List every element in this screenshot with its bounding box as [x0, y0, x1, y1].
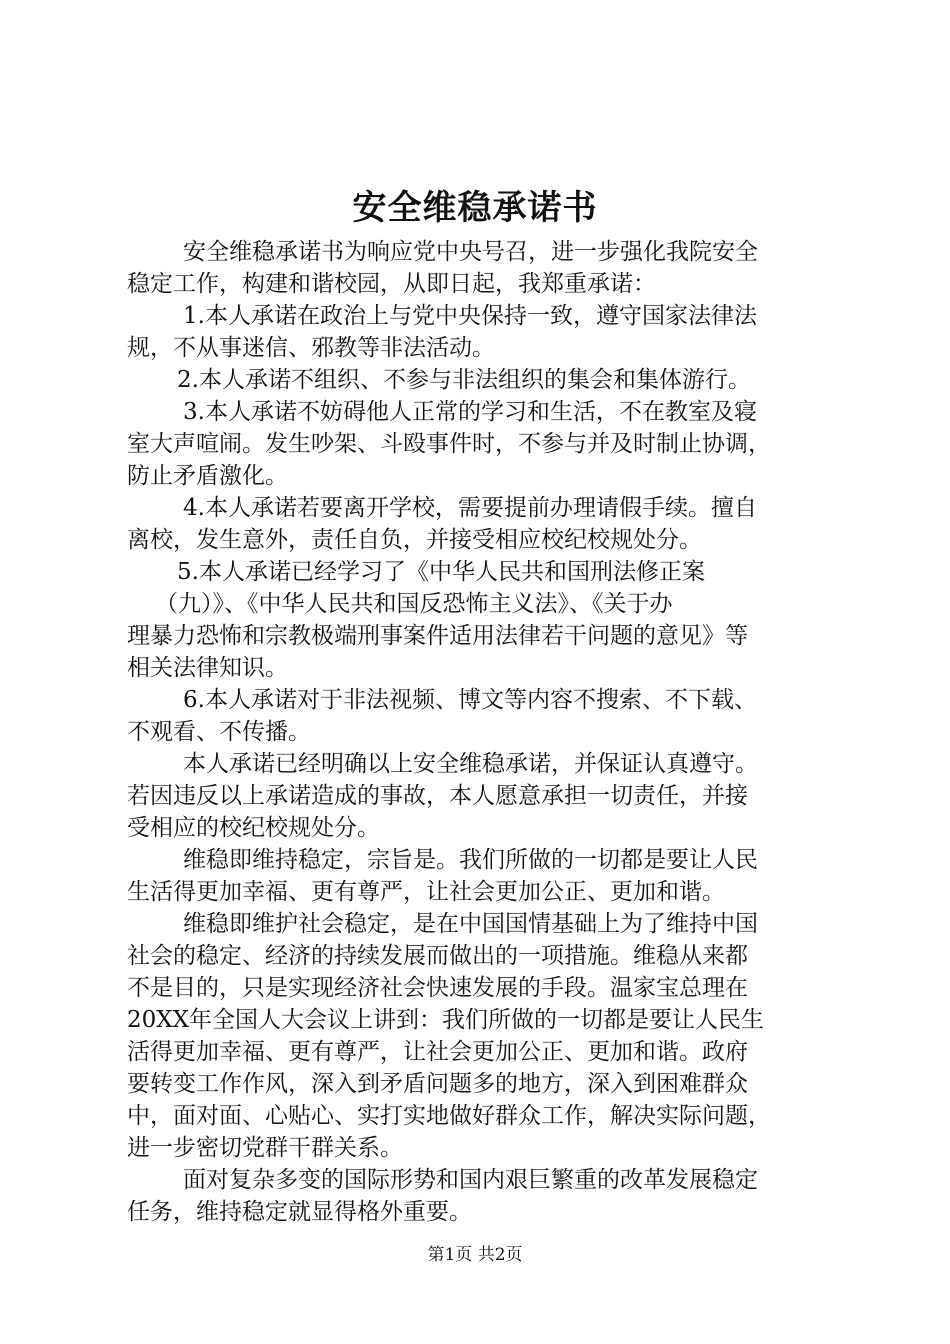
text-line: 进一步密切党群干群关系。	[127, 1135, 403, 1161]
document-body	[127, 236, 833, 1228]
text-line: 理暴力恐怖和宗教极端刑事案件适用法律若干问题的意见》等	[127, 623, 748, 649]
text-line: 不是目的，只是实现经济社会快速发展的手段。温家宝总理在	[127, 975, 748, 1001]
text-line: 6.本人承诺对于非法视频、博文等内容不搜索、不下载、	[183, 687, 757, 713]
text-line: 4.本人承诺若要离开学校，需要提前办理请假手续。擅自	[183, 495, 757, 521]
text-line: 稳定工作，构建和谐校园，从即日起，我郑重承诺：	[127, 271, 656, 297]
text-line: 不观看、不传播。	[127, 719, 311, 745]
text-line: 5.本人承诺已经学习了《中华人民共和国刑法修正案	[177, 559, 705, 585]
text-line: 中，面对面、心贴心、实打实地做好群众工作，解决实际问题，	[127, 1103, 771, 1129]
text-line: 3.本人承诺不妨碍他人正常的学习和生活，不在教室及寝	[183, 399, 757, 425]
page-footer: 第1页 共2页	[427, 1245, 523, 1265]
text-line: 本人承诺已经明确以上安全维稳承诺，并保证认真遵守。	[183, 751, 758, 777]
text-line: 面对复杂多变的国际形势和国内艰巨繁重的改革发展稳定	[183, 1167, 758, 1193]
text-line: 2.本人承诺不组织、不参与非法组织的集会和集体游行。	[177, 367, 751, 393]
text-line: 规，不从事迷信、邪教等非法活动。	[127, 335, 495, 361]
text-line: 安全维稳承诺书为响应党中央号召，进一步强化我院安全	[183, 239, 758, 265]
text-line: 要转变工作作风，深入到矛盾问题多的地方，深入到困难群众	[127, 1071, 748, 1097]
text-line: 离校，发生意外，责任自负，并接受相应校纪校规处分。	[127, 527, 702, 553]
text-line: 若因违反以上承诺造成的事故，本人愿意承担一切责任，并接	[127, 783, 748, 809]
text-line: 维稳即维持稳定，宗旨是。我们所做的一切都是要让人民	[183, 847, 758, 873]
text-line: 1.本人承诺在政治上与党中央保持一致，遵守国家法律法	[183, 303, 757, 329]
text-line: 活得更加幸福、更有尊严，让社会更加公正、更加和谐。政府	[127, 1039, 748, 1065]
text-line: 生活得更加幸福、更有尊严，让社会更加公正、更加和谐。	[127, 879, 725, 905]
text-line: 20XX年全国人大会议上讲到：我们所做的一切都是要让人民生	[127, 1007, 765, 1033]
text-line: 防止矛盾激化。	[127, 463, 288, 489]
text-line: 室大声喧闹。发生吵架、斗殴事件时，不参与并及时制止协调，	[127, 431, 771, 457]
text-line: 受相应的校纪校规处分。	[127, 815, 380, 841]
text-line: 任务，维持稳定就显得格外重要。	[127, 1199, 472, 1225]
text-line: （九）》、《中华人民共和国反恐怖主义法》、《关于办	[155, 591, 673, 617]
text-line: 相关法律知识。	[127, 655, 288, 681]
text-line: 维稳即维护社会稳定，是在中国国情基础上为了维持中国	[183, 911, 758, 937]
text-line: 社会的稳定、经济的持续发展而做出的一项措施。维稳从来都	[127, 943, 748, 969]
document-title: 安全维稳承诺书	[352, 188, 598, 228]
